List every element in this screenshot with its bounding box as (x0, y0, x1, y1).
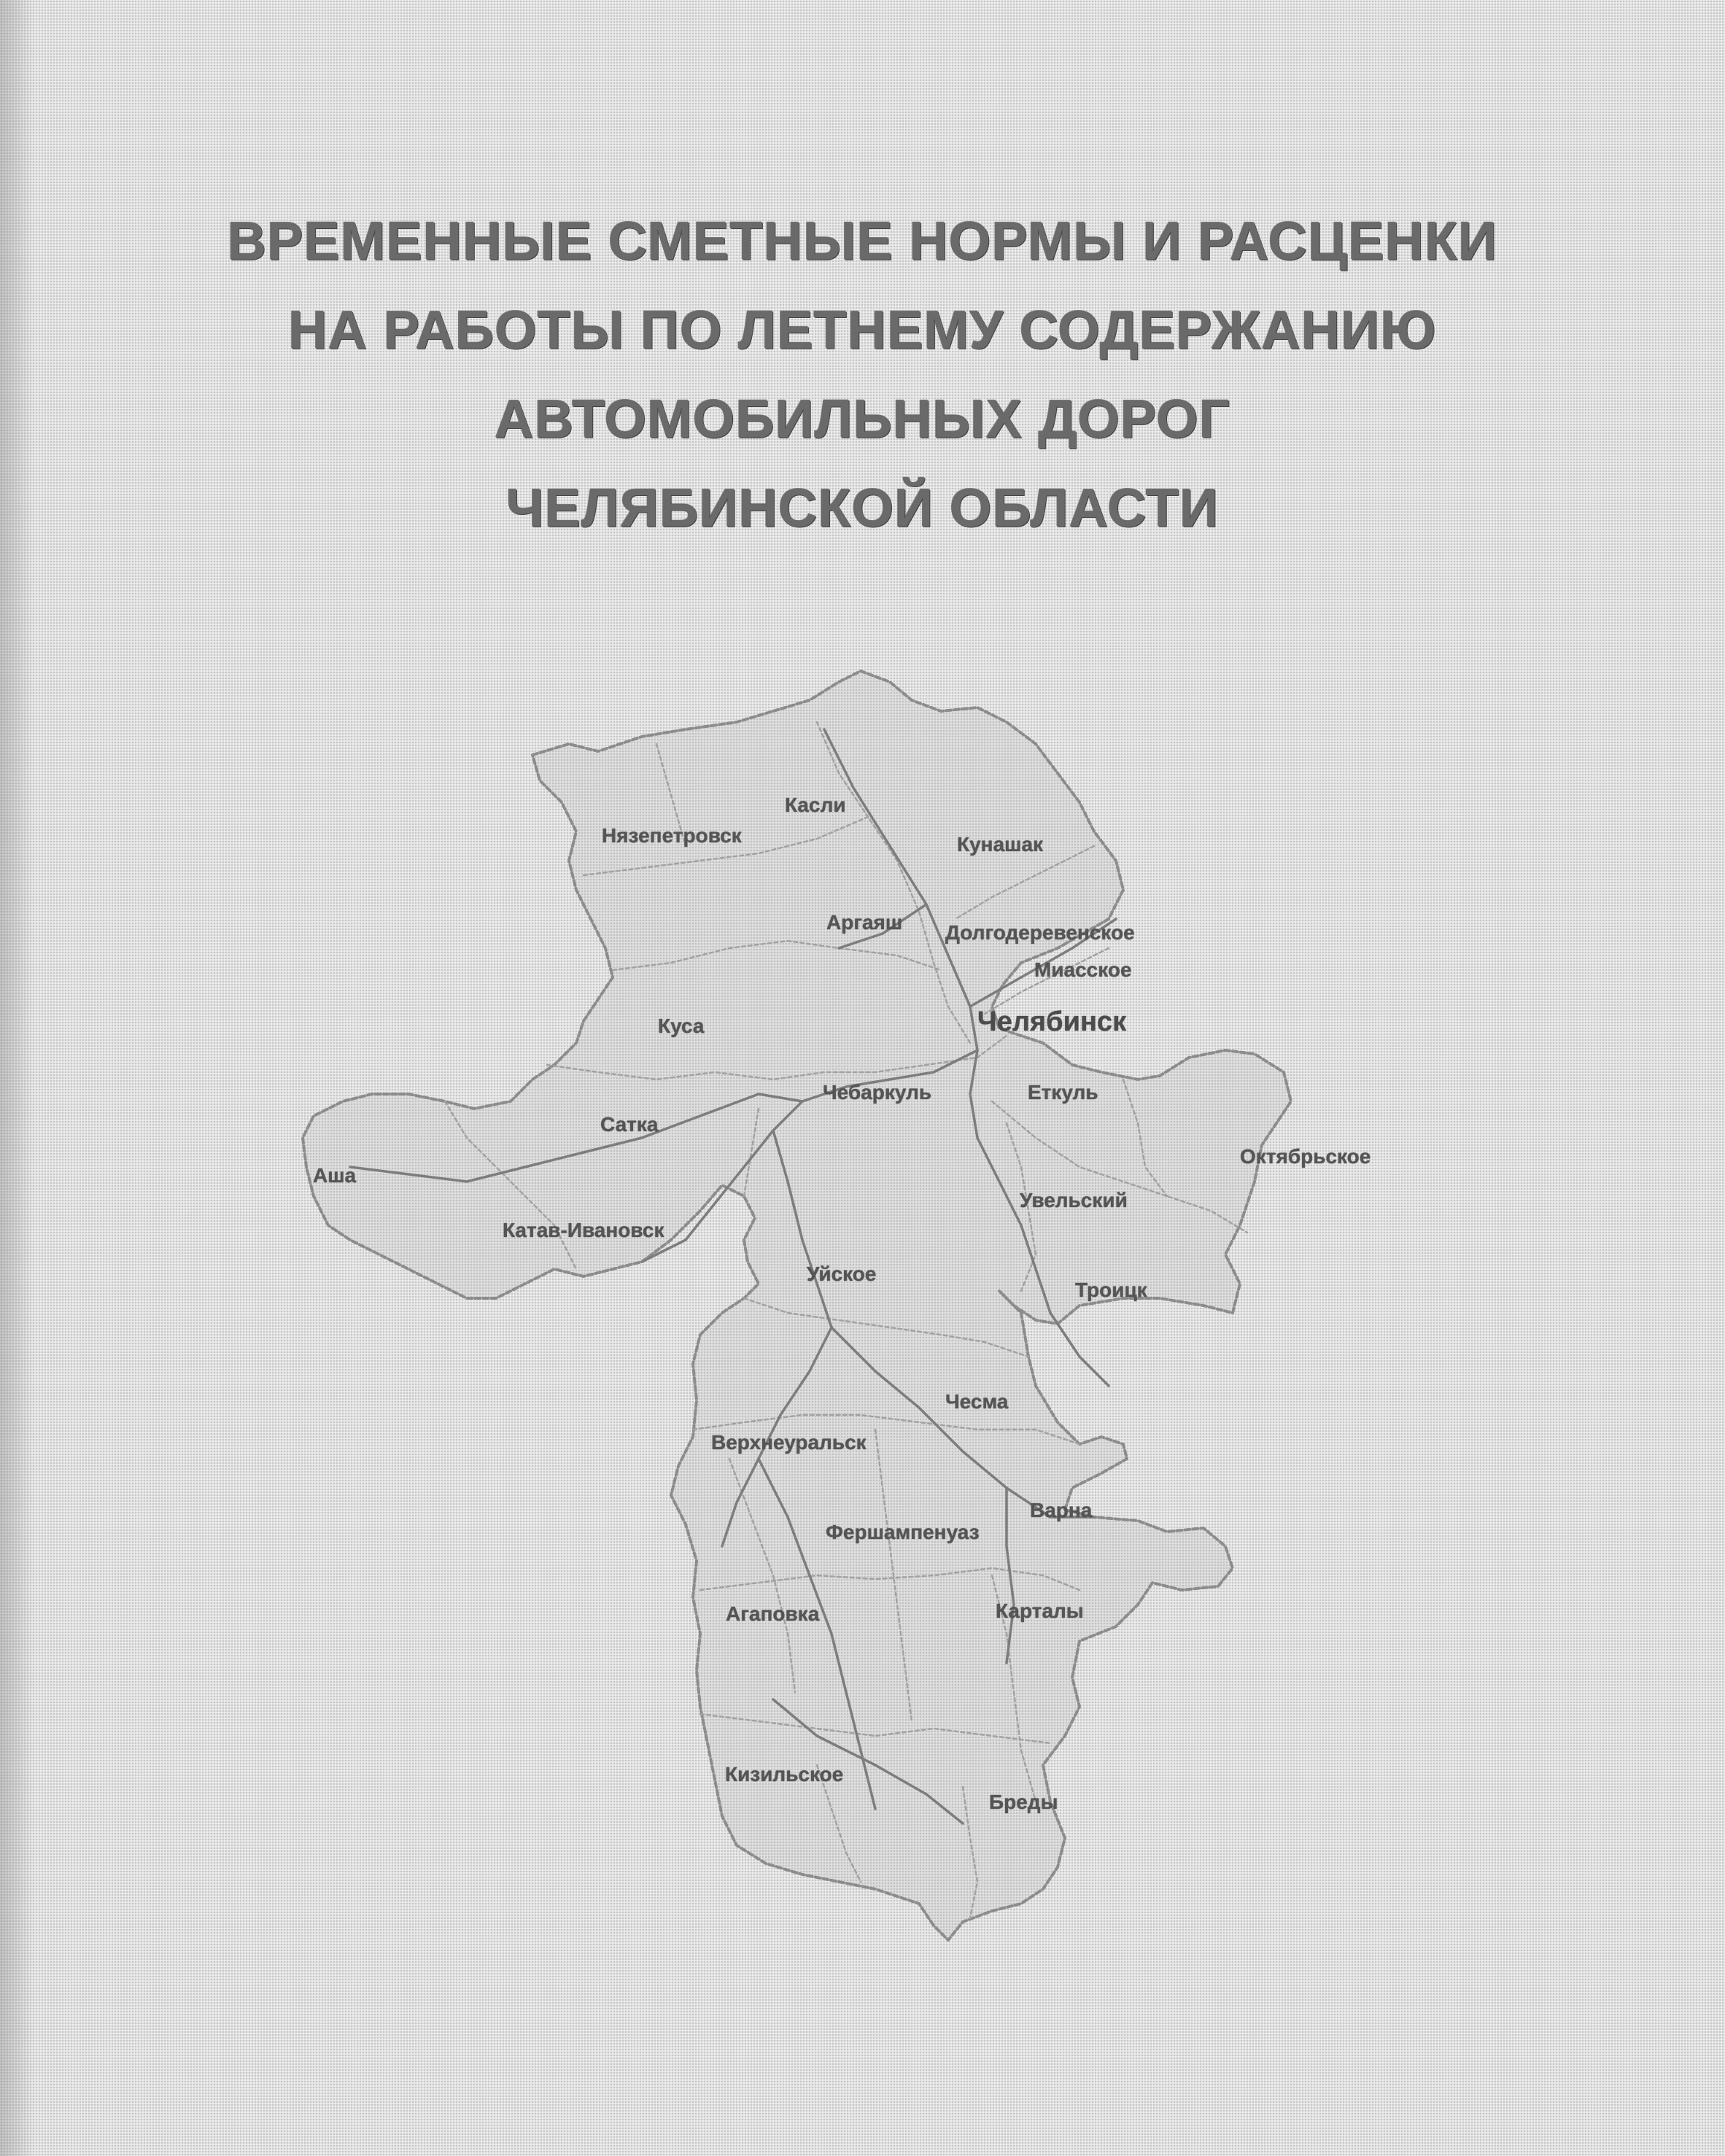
place-label-troitsk: Троицк (1075, 1279, 1147, 1301)
place-label-etkul: Еткуль (1028, 1081, 1098, 1104)
place-label-kizilskoe: Кизильское (725, 1763, 844, 1785)
place-label-asha: Аша (313, 1164, 357, 1187)
place-label-dolgoderevenskoe: Долгодеревенское (945, 921, 1135, 944)
title-line-1: ВРЕМЕННЫЕ СМЕТНЫЕ НОРМЫ И РАСЦЕНКИ (227, 211, 1498, 271)
place-label-chelyabinsk: Челябинск (977, 1007, 1127, 1037)
place-label-katav-ivanovsk: Катав-Ивановск (503, 1219, 664, 1241)
place-label-kusa: Куса (658, 1015, 705, 1037)
region-border (303, 671, 1291, 1940)
place-label-agapovka: Агаповка (726, 1602, 820, 1625)
title-line-2: НА РАБОТЫ ПО ЛЕТНЕМУ СОДЕРЖАНИЮ (288, 300, 1437, 360)
place-label-miasskoe: Миасское (1034, 958, 1132, 981)
title-line-3: АВТОМОБИЛЬНЫХ ДОРОГ (495, 389, 1230, 449)
place-label-kartaly: Карталы (996, 1599, 1084, 1622)
place-label-argayash: Аргаяш (826, 911, 903, 934)
place-label-verkhneuralsk: Верхнеуральск (711, 1431, 867, 1454)
place-label-fershampenuaz: Фершампенуаз (826, 1521, 980, 1543)
title-line-4: ЧЕЛЯБИНСКОЙ ОБЛАСТИ (505, 478, 1220, 538)
place-label-uyskoe: Уйское (807, 1263, 877, 1285)
place-label-bredy: Бреды (989, 1791, 1058, 1813)
place-label-oktyabrskoe: Октябрьское (1240, 1145, 1371, 1168)
place-label-uvelsky: Увельский (1020, 1189, 1128, 1211)
place-label-kasli: Касли (785, 794, 846, 816)
place-label-satka: Сатка (600, 1113, 659, 1136)
place-label-chesma: Чесма (945, 1390, 1009, 1413)
place-label-kunashak: Кунашак (957, 833, 1044, 856)
place-label-nyazepetrovsk: Нязепетровск (602, 824, 742, 847)
place-label-varna: Варна (1030, 1499, 1093, 1521)
place-label-chebarkul: Чебаркуль (823, 1081, 932, 1104)
